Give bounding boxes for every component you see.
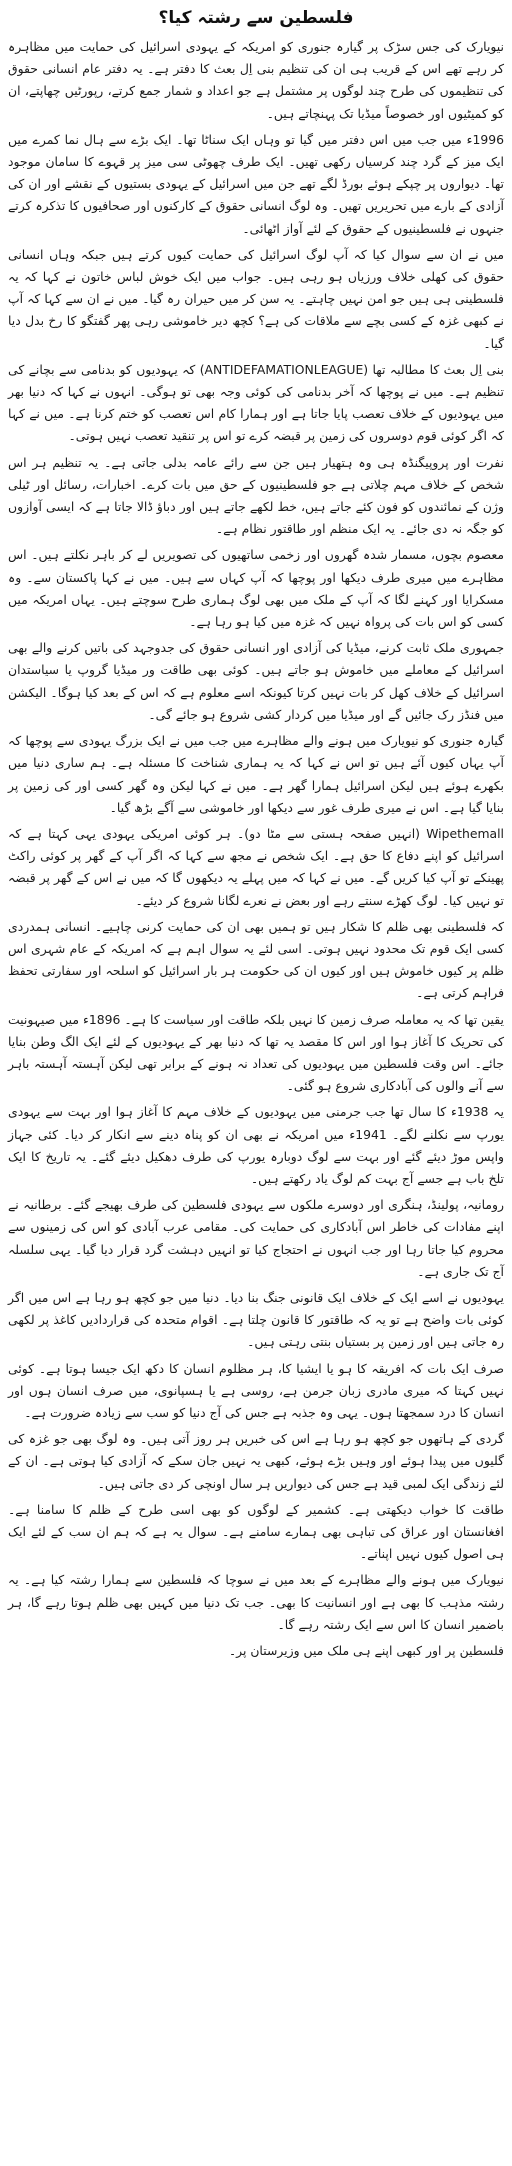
- article-paragraph: بنی اِل بعث کا مطالبہ تھا (ANTIDEFAMATIONLEAGUE) کہ یہودیوں کو بدنامی سے بچانے کی تنظیم ہے۔ میں نے پوچھا کہ آخر بدنامی کی کوئی وجہ بھی تو ہوگی۔ انہوں نے کہا کہ دنیا بھر میں یہودیوں کے خلاف تعصب پایا جاتا ہے اور ہمارا کام اس تعصب کو ختم کرنا ہے۔ میں نے کہا کہ اگر کوئی قوم دوسروں کی زمین پر قبضہ کرے تو اس پر تنقید تعصب نہیں ہوتی۔: [8, 361, 504, 444]
- article-paragraph: یقین تھا کہ یہ معاملہ صرف زمین کا نہیں بلکہ طاقت اور سیاست کا ہے۔ 1896ء میں صیہونیت کی تحریک کا آغاز ہوا اور اس کا مقصد یہ تھا کہ دنیا بھر کے یہودیوں کے لئے ایک الگ وطن بنایا جائے۔ اس وقت فلسطین میں یہودیوں کی تعداد نہ ہونے کے برابر تھی لیکن آہستہ آہستہ باہر سے آنے والوں کی آبادکاری شروع ہو گئی۔: [8, 1011, 504, 1094]
- article-paragraph: صرف ایک بات کہ افریقہ کا ہو یا ایشیا کا، ہر مظلوم انسان کا دکھ ایک جیسا ہوتا ہے۔ کوئی نہیں کہتا کہ میری مادری زبان جرمن ہے، روسی ہے یا ہسپانوی، میں صرف انسان ہوں اور انسان کا درد سمجھتا ہوں۔ یہی وہ جذبہ ہے جس کی آج دنیا کو سب سے زیادہ ضرورت ہے۔: [8, 1360, 504, 1420]
- article-paragraph: Wipethemall (انہیں صفحہ ہستی سے مٹا دو)۔ ہر کوئی امریکی یہودی یہی کہتا ہے کہ اسرائیل کو اپنے دفاع کا حق ہے۔ ایک شخص نے مجھ سے کہا کہ اگر آپ کے گھر پر کوئی راکٹ پھینکے تو آپ کیا کریں گے۔ میں نے کہا کہ میں پہلے یہ دیکھوں گا کہ میں نے اس کے گھر پر قبضہ تو نہیں کیا۔ لوگ کھڑے سنتے رہے اور بعض نے نعرے لگانا شروع کر دیئے۔: [8, 825, 504, 908]
- article-paragraph: نیویارک کی جس سڑک پر گیارہ جنوری کو امریکہ کے یہودی اسرائیل کی حمایت میں مظاہرہ کر رہے تھے اس کے قریب ہی ان کی تنظیم بنی اِل بعث کا دفتر ہے۔ یہ دفتر عام انسانی حقوق کی تنظیموں کی طرح چند لوگوں پر مشتمل ہے جو اعداد و شمار جمع کرتے، رپورٹیں چھاپتے، ان کو کمیٹیوں اور خصوصاً میڈیا تک پہنچاتے ہیں۔: [8, 39, 504, 121]
- article-paragraph: یہودیوں نے اسے ایک کے خلاف ایک قانونی جنگ بنا دیا۔ دنیا میں جو کچھ ہو رہا ہے اس میں اگر کوئی بات واضح ہے تو یہ کہ طاقتور کا قانون چلتا ہے۔ اقوام متحدہ کی قراردادیں کاغذ پر لکھی رہ جاتی ہیں اور زمین پر بستیاں بنتی رہتی ہیں۔: [8, 1289, 504, 1350]
- article-body: [8, 36, 504, 1662]
- article-paragraph: 1996ء میں جب میں اس دفتر میں گیا تو وہاں ایک سناٹا تھا۔ ایک بڑے سے ہال نما کمرے میں ایک میز کے گرد چند کرسیاں رکھی تھیں۔ ایک طرف چھوٹی سی میز پر قہوے کا سامان موجود تھا۔ دیواروں پر چپکے ہوئے بورڈ لگے تھے جن میں اسرائیل کے یہودی بستیوں کے نقشے اور ان کی آزادی کے بارے میں تحریریں تھیں۔ وہ لوگ انسانی حقوق کے کارکنوں اور صحافیوں کا تذکرہ کرتے جنہوں نے فلسطینیوں کے حقوق کے لئے آواز اٹھائی۔: [8, 131, 504, 236]
- article-paragraph: میں نے ان سے سوال کیا کہ آپ لوگ اسرائیل کی حمایت کیوں کرتے ہیں جبکہ وہاں انسانی حقوق کی کھلی خلاف ورزیاں ہو رہی ہیں۔ جواب میں ایک خوش لباس خاتون نے کہا کہ یہ فلسطینی ہی ہیں جو امن نہیں چاہتے۔ یہ سن کر میں حیران رہ گیا۔ میں نے ان سے کہا کہ آپ نے کبھی غزہ کے کسی بچے سے ملاقات کی ہے؟ کچھ دیر خاموشی رہی پھر گفتگو کا رخ بدل دیا گیا۔: [8, 246, 504, 351]
- article-paragraph: رومانیہ، پولینڈ، ہنگری اور دوسرے ملکوں سے یہودی فلسطین کی طرف بھیجے گئے۔ برطانیہ نے اپنے مفادات کی خاطر اس آبادکاری کی حمایت کی۔ مقامی عرب آبادی کو اس کی زمینوں سے محروم کیا جاتا رہا اور جب انہوں نے احتجاج کیا تو انہیں دہشت گرد قرار دیا گیا۔ یہی سلسلہ آج تک جاری ہے۔: [8, 1197, 504, 1279]
- article-paragraph: گیارہ جنوری کو نیویارک میں ہونے والے مظاہرے میں جب میں نے ایک بزرگ یہودی سے پوچھا کہ آپ یہاں کیوں آئے ہیں تو اس نے کہا کہ یہ ہماری شناخت کا مسئلہ ہے۔ ہم ساری دنیا میں بکھرے ہوئے ہیں لیکن اسرائیل ہمارا گھر ہے۔ میں نے کہا لیکن وہ گھر کسی اور کی زمین پر بنایا گیا ہے۔ اس نے میری طرف غور سے دیکھا اور خاموشی سے آگے بڑھ گیا۔: [8, 733, 504, 815]
- article-paragraph: طاقت کا خواب دیکھتی ہے۔ کشمیر کے لوگوں کو بھی اسی طرح کے ظلم کا سامنا ہے۔ افغانستان اور عراق کی تباہی بھی ہمارے سامنے ہے۔ سوال یہ ہے کہ ہم ان سب کے لئے ایک ہی اصول کیوں نہیں اپناتے۔: [8, 1501, 504, 1562]
- article-paragraph: کہ فلسطینی بھی ظلم کا شکار ہیں تو ہمیں بھی ان کی حمایت کرنی چاہیے۔ انسانی ہمدردی کسی ایک قوم تک محدود نہیں ہوتی۔ اسی لئے یہ سوال اہم ہے کہ امریکہ کے عام شہری اس ظلم پر کیوں خاموش ہیں اور کیوں ان کی حکومت ہر بار اسرائیل کو اسلحہ اور سفارتی تحفظ فراہم کرتی ہے۔: [8, 918, 504, 1001]
- article-paragraph: فلسطین پر اور کبھی اپنے ہی ملک میں وزیرستان پر۔: [228, 1643, 504, 1659]
- article-paragraph: معصوم بچوں، مسمار شدہ گھروں اور زخمی ساتھیوں کی تصویریں لے کر باہر نکلتے ہیں۔ اس مظاہرے میں میری طرف دیکھا اور پوچھا کہ آپ کہاں سے ہیں۔ میں نے کہا پاکستان سے۔ وہ مسکرایا اور کہنے لگا کہ آپ کے ملک میں بھی لوگ ہماری طرح سوچتے ہیں۔ یہاں امریکہ میں کسی کو اس بات کی پرواہ نہیں کہ غزہ میں کیا ہو رہا ہے۔: [8, 547, 504, 630]
- article-paragraph: نفرت اور پروپیگنڈہ ہی وہ ہتھیار ہیں جن سے رائے عامہ بدلی جاتی ہے۔ یہ تنظیم ہر اس شخص کے خلاف مہم چلاتی ہے جو فلسطینیوں کے حق میں بات کرے۔ اخبارات، رسائل اور ٹیلی وژن کے نمائندوں کو فون کئے جاتے ہیں، خط لکھے جاتے ہیں اور دباؤ ڈالا جاتا ہے کہ ایسی آوازوں کو جگہ نہ دی جائے۔ یہ ایک منظم اور طاقتور نظام ہے۔: [8, 454, 504, 537]
- article-headline: فلسطین سے رشتہ کیا؟: [158, 8, 354, 28]
- article-paragraph: یہ 1938ء کا سال تھا جب جرمنی میں یہودیوں کے خلاف مہم کا آغاز ہوا اور بہت سے یہودی یورپ سے نکلنے لگے۔ 1941ء میں امریکہ نے بھی ان کو پناہ دینے سے انکار کر دیا۔ کئی جہاز واپس موڑ دیئے گئے اور بہت سے لوگ دوبارہ یورپ کی طرف دھکیل دیئے گئے۔ یہ تاریخ کا ایک تلخ باب ہے جسے آج بہت کم لوگ یاد رکھتے ہیں۔: [8, 1104, 504, 1186]
- article-paragraph: جمہوری ملک ثابت کرنے، میڈیا کی آزادی اور انسانی حقوق کی جدوجہد کی باتیں کرنے والے بھی اسرائیل کے معاملے میں خاموش ہو جاتے ہیں۔ کوئی بھی طاقت ور میڈیا گروپ یا سیاستدان اسرائیل کے خلاف کھل کر بات نہیں کرتا کیونکہ اسے معلوم ہے کہ اس کے بعد کیا ہوگا۔ الیکشن میں فنڈز رک جائیں گے اور میڈیا میں کردار کشی شروع ہو جائے گی۔: [8, 640, 504, 722]
- article-paragraph: گردی کے ہاتھوں جو کچھ ہو رہا ہے اس کی خبریں ہر روز آتی ہیں۔ وہ لوگ بھی جو غزہ کی گلیوں میں پیدا ہوئے اور وہیں بڑے ہوئے، کبھی یہ نہیں جان سکے کہ آزادی کیا ہوتی ہے۔ ان کے لئے زندگی ایک لمبی قید ہے جس کی دیواریں ہر سال اونچی کر دی جاتی ہیں۔: [8, 1431, 504, 1491]
- article-paragraph: نیویارک میں ہونے والے مظاہرے کے بعد میں نے سوچا کہ فلسطین سے ہمارا رشتہ کیا ہے۔ یہ رشتہ مذہب کا بھی ہے اور انسانیت کا بھی۔ جب تک دنیا میں کہیں بھی ظلم ہوتا رہے گا، ہر باضمیر انسان کا اس سے ایک رشتہ رہے گا۔: [8, 1572, 504, 1632]
